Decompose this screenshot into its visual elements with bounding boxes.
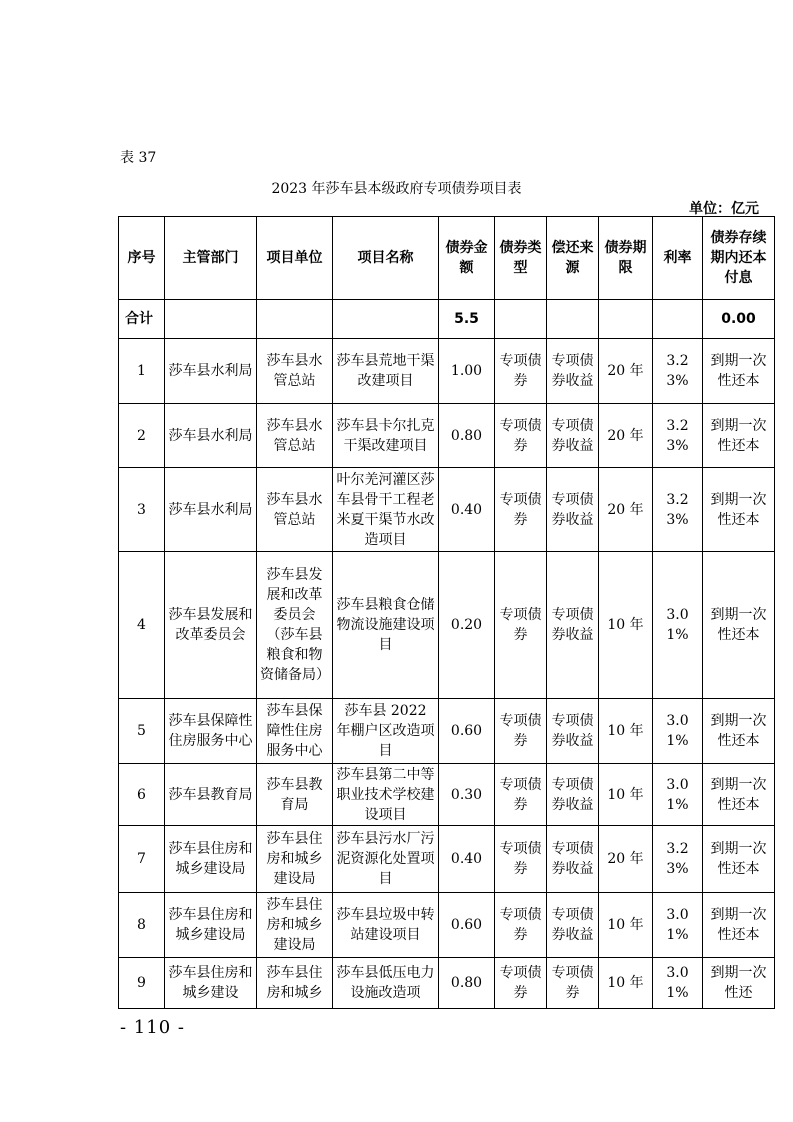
project-unit: 莎车县保障性住房服务中心: [257, 699, 333, 764]
bond-type: 专项债券: [495, 764, 547, 826]
bond-term: 10 年: [599, 699, 653, 764]
empty-cell: [165, 300, 257, 339]
repayment-source: 专项债券收益: [547, 893, 599, 958]
table-row: [119, 826, 775, 893]
project-name: 莎车县粮食仓储物流设施建设项目: [333, 552, 439, 699]
department: 莎车县水利局: [165, 339, 257, 404]
total-amount: 5.5: [439, 300, 495, 339]
bond-term: 10 年: [599, 893, 653, 958]
table-label: 表 37: [120, 150, 157, 166]
bond-type: 专项债券: [495, 826, 547, 893]
project-name: 莎车县低压电力设施改造项: [333, 958, 439, 1009]
bond-type: 专项债券: [495, 893, 547, 958]
row-number: 4: [119, 552, 165, 699]
department: 莎车县水利局: [165, 468, 257, 552]
bond-table: [118, 216, 775, 1009]
total-label: 合计: [119, 300, 165, 339]
bond-type: 专项债券: [495, 339, 547, 404]
department: 莎车县教育局: [165, 764, 257, 826]
table-row: [119, 468, 775, 552]
total-row: [119, 300, 775, 339]
empty-cell: [653, 300, 703, 339]
project-name: 莎车县污水厂污泥资源化处置项目: [333, 826, 439, 893]
bond-amount: 0.40: [439, 468, 495, 552]
table-row: [119, 764, 775, 826]
project-name: 莎车县垃圾中转站建设项目: [333, 893, 439, 958]
bond-amount: 0.30: [439, 764, 495, 826]
bond-amount: 0.80: [439, 958, 495, 1009]
repayment-source: 专项债券收益: [547, 468, 599, 552]
bond-term: 10 年: [599, 764, 653, 826]
header-cell: 偿还来源: [547, 217, 599, 300]
repayment-source: 专项债券收益: [547, 699, 599, 764]
bond-term: 20 年: [599, 468, 653, 552]
table-row: [119, 893, 775, 958]
row-number: 6: [119, 764, 165, 826]
project-unit: 莎车县水管总站: [257, 468, 333, 552]
bond-term: 10 年: [599, 552, 653, 699]
row-number: 1: [119, 339, 165, 404]
bond-type: 专项债券: [495, 468, 547, 552]
row-number: 8: [119, 893, 165, 958]
project-name: 莎车县卡尔扎克干渠改建项目: [333, 404, 439, 468]
project-unit: 莎车县住房和城乡建设局: [257, 893, 333, 958]
repayment-source: 专项债券收益: [547, 552, 599, 699]
project-unit: 莎车县发展和改革委员会（莎车县粮食和物资储备局）: [257, 552, 333, 699]
table-row: [119, 404, 775, 468]
project-unit: 莎车县水管总站: [257, 339, 333, 404]
repayment-method: 到期一次性还本: [703, 339, 775, 404]
interest-rate: 3.01%: [653, 764, 703, 826]
repayment-method: 到期一次性还本: [703, 468, 775, 552]
department: 莎车县住房和城乡建设局: [165, 893, 257, 958]
repayment-method: 到期一次性还: [703, 958, 775, 1009]
bond-type: 专项债券: [495, 552, 547, 699]
repayment-method: 到期一次性还本: [703, 699, 775, 764]
project-unit: 莎车县住房和城乡建设局: [257, 826, 333, 893]
empty-cell: [333, 300, 439, 339]
interest-rate: 3.01%: [653, 958, 703, 1009]
bond-amount: 0.60: [439, 893, 495, 958]
repayment-source: 专项债券: [547, 958, 599, 1009]
project-name: 莎车县荒地干渠改建项目: [333, 339, 439, 404]
project-unit: 莎车县水管总站: [257, 404, 333, 468]
header-cell: 债券期限: [599, 217, 653, 300]
project-name: 莎车县第二中等职业技术学校建设项目: [333, 764, 439, 826]
department: 莎车县住房和城乡建设: [165, 958, 257, 1009]
repayment-method: 到期一次性还本: [703, 404, 775, 468]
project-name: 叶尔羌河灌区莎车县骨干工程老米夏干渠节水改造项目: [333, 468, 439, 552]
bond-amount: 0.60: [439, 699, 495, 764]
interest-rate: 3.01%: [653, 893, 703, 958]
interest-rate: 3.23%: [653, 468, 703, 552]
repayment-source: 专项债券收益: [547, 764, 599, 826]
table-row: [119, 958, 775, 1009]
repayment-method: 到期一次性还本: [703, 893, 775, 958]
repayment-source: 专项债券收益: [547, 404, 599, 468]
row-number: 9: [119, 958, 165, 1009]
interest-rate: 3.01%: [653, 552, 703, 699]
header-cell: 序号: [119, 217, 165, 300]
header-cell: 债券金额: [439, 217, 495, 300]
repayment-method: 到期一次性还本: [703, 764, 775, 826]
header-cell: 债券存续期内还本付息: [703, 217, 775, 300]
interest-rate: 3.23%: [653, 404, 703, 468]
project-name: 莎车县 2022 年棚户区改造项目: [333, 699, 439, 764]
interest-rate: 3.01%: [653, 699, 703, 764]
bond-term: 10 年: [599, 958, 653, 1009]
table-row: [119, 339, 775, 404]
repayment-source: 专项债券收益: [547, 339, 599, 404]
header-row: [119, 217, 775, 300]
bond-type: 专项债券: [495, 958, 547, 1009]
department: 莎车县保障性住房服务中心: [165, 699, 257, 764]
bond-term: 20 年: [599, 339, 653, 404]
empty-cell: [257, 300, 333, 339]
header-cell: 主管部门: [165, 217, 257, 300]
repayment-source: 专项债券收益: [547, 826, 599, 893]
table-row: [119, 552, 775, 699]
bond-term: 20 年: [599, 404, 653, 468]
project-unit: 莎车县住房和城乡: [257, 958, 333, 1009]
empty-cell: [547, 300, 599, 339]
row-number: 5: [119, 699, 165, 764]
bond-amount: 1.00: [439, 339, 495, 404]
bond-amount: 0.20: [439, 552, 495, 699]
department: 莎车县住房和城乡建设局: [165, 826, 257, 893]
header-cell: 项目单位: [257, 217, 333, 300]
table-row: [119, 699, 775, 764]
bond-amount: 0.40: [439, 826, 495, 893]
row-number: 7: [119, 826, 165, 893]
header-cell: 利率: [653, 217, 703, 300]
interest-rate: 3.23%: [653, 826, 703, 893]
bond-amount: 0.80: [439, 404, 495, 468]
empty-cell: [495, 300, 547, 339]
bond-type: 专项债券: [495, 404, 547, 468]
header-cell: 项目名称: [333, 217, 439, 300]
row-number: 3: [119, 468, 165, 552]
document-title: 2023 年莎车县本级政府专项债券项目表: [271, 181, 522, 197]
repayment-method: 到期一次性还本: [703, 826, 775, 893]
department: 莎车县水利局: [165, 404, 257, 468]
project-unit: 莎车县教育局: [257, 764, 333, 826]
bond-type: 专项债券: [495, 699, 547, 764]
bond-term: 20 年: [599, 826, 653, 893]
repayment-method: 到期一次性还本: [703, 552, 775, 699]
row-number: 2: [119, 404, 165, 468]
empty-cell: [599, 300, 653, 339]
department: 莎车县发展和改革委员会: [165, 552, 257, 699]
header-cell: 债券类型: [495, 217, 547, 300]
unit-label: 单位：亿元: [689, 201, 759, 217]
total-repay: 0.00: [703, 300, 775, 339]
page-number: - 110 -: [120, 1017, 185, 1038]
interest-rate: 3.23%: [653, 339, 703, 404]
